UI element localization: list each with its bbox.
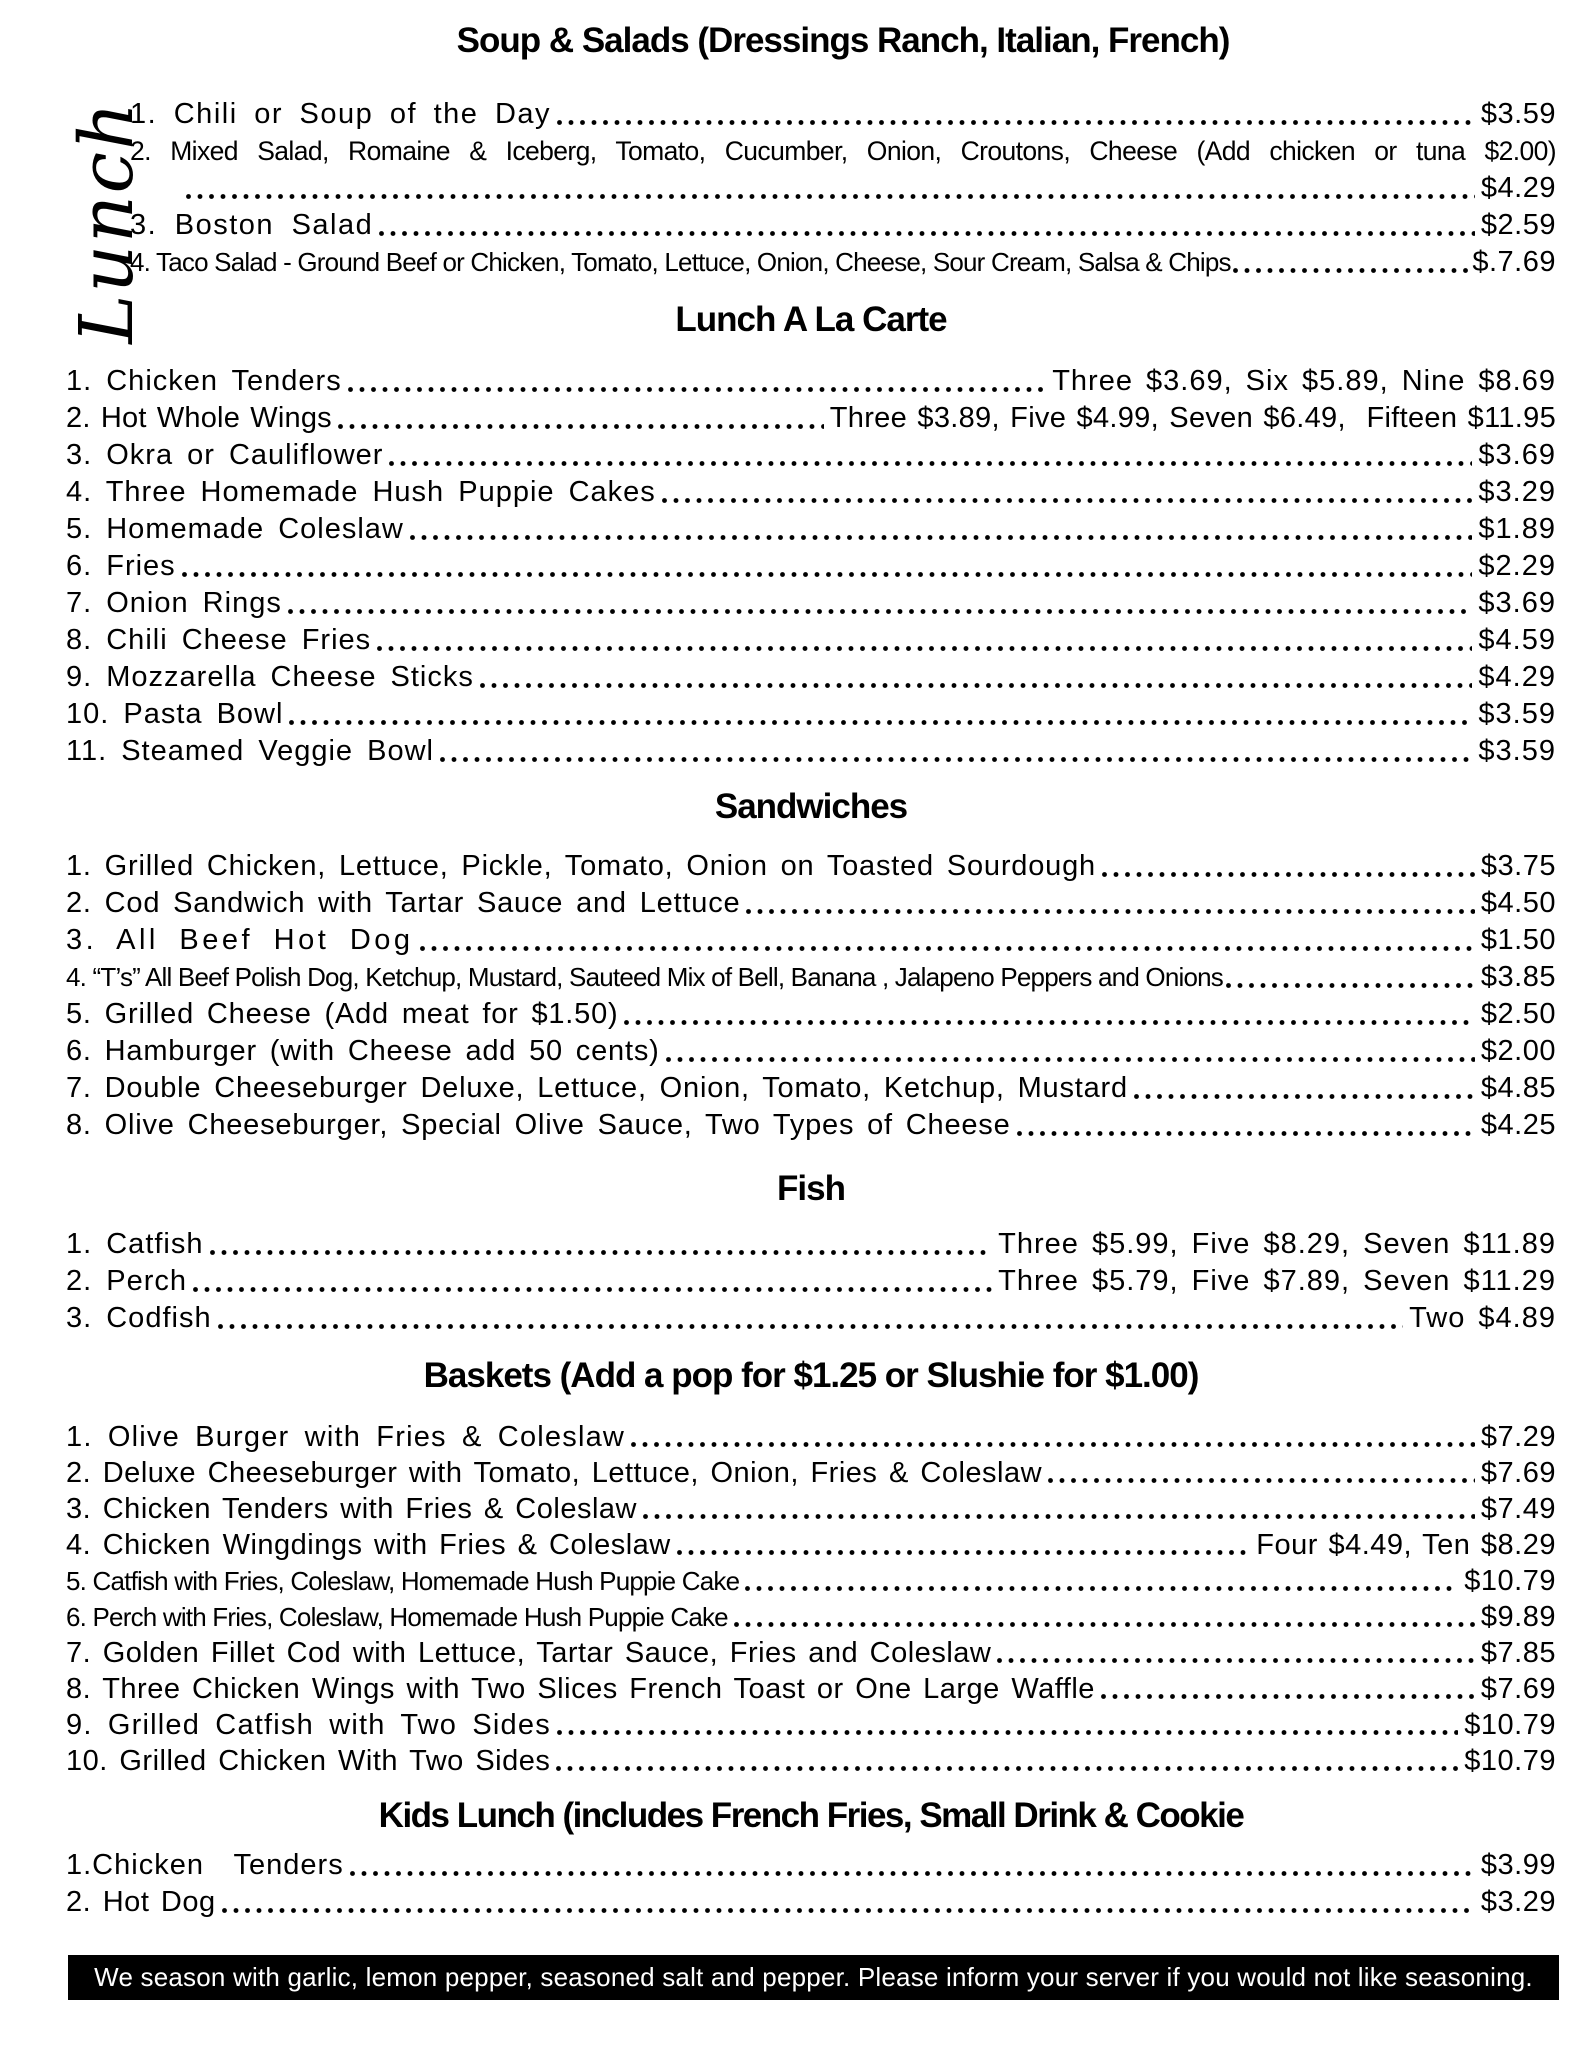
menu-item-name: 2. Mixed Salad, Romaine & Iceberg, Tomato, Cucumber, Onion, Croutons, Cheese (Add chicken or tuna $2.00): [130, 136, 1556, 166]
menu-item-price: $7.69: [1480, 1673, 1556, 1705]
dot-leader: [745, 1586, 1458, 1591]
menu-item-name: 9. Grilled Catfish with Two Sides: [66, 1709, 551, 1741]
menu-item-row: [66, 1033, 1556, 1070]
menu-item-price: Four $4.49, Ten $8.29: [1256, 1529, 1556, 1561]
menu-item-price: $1.50: [1480, 924, 1556, 956]
menu-item-price: $4.29: [1478, 661, 1556, 693]
dot-leader: [1101, 1694, 1475, 1699]
dot-leader: [734, 1622, 1475, 1627]
section-soup-salads: [66, 20, 1556, 281]
menu-item-row: [66, 1300, 1556, 1337]
menu-item-price: $.7.69: [1472, 246, 1556, 278]
menu-item-name: 6. Hamburger (with Cheese add 50 cents): [66, 1035, 660, 1067]
section-title-soup-salads: Soup & Salads (Dressings Ranch, Italian, French): [456, 21, 1230, 60]
menu-item-row: [130, 244, 1556, 281]
menu-item-name: 5. Grilled Cheese (Add meat for $1.50): [66, 998, 619, 1030]
menu-item-row: [66, 1070, 1556, 1107]
menu-item-list: [130, 96, 1556, 281]
menu-item-name: 10. Pasta Bowl: [66, 698, 284, 730]
menu-item-price: $10.79: [1464, 1565, 1556, 1597]
menu-item-price: $4.59: [1478, 624, 1556, 656]
menu-item-row: [66, 922, 1556, 959]
dot-leader: [1048, 1478, 1475, 1483]
seasoning-notice-text: We season with garlic, lemon pepper, seasoned salt and pepper. Please inform your server if you would not like seasoning.: [94, 1962, 1533, 1992]
menu-item-row: [66, 1884, 1556, 1921]
dot-leader: [289, 720, 1472, 725]
menu-item-price: $3.85: [1480, 961, 1556, 993]
dot-leader: [556, 1766, 1458, 1771]
lunch-side-label: Lunch: [64, 100, 150, 344]
dot-leader: [557, 120, 1475, 125]
menu-item-price: $3.59: [1478, 698, 1556, 730]
section-title-kids-lunch: Kids Lunch (includes French Fries, Small Drink & Cookie: [378, 1796, 1244, 1835]
section-fish: [66, 1168, 1556, 1337]
menu-item-price: $7.69: [1480, 1457, 1556, 1489]
menu-item-price: $1.89: [1478, 513, 1556, 545]
menu-item-price: $3.69: [1478, 439, 1556, 471]
menu-item-name: 3. Boston Salad: [130, 209, 374, 241]
menu-item-price: $4.29: [1480, 172, 1556, 204]
dot-leader: [677, 1550, 1251, 1555]
dot-leader: [1017, 1131, 1475, 1136]
menu-item-row: [66, 437, 1556, 474]
menu-item-name: 6. Fries: [66, 550, 176, 582]
menu-item-price: $7.49: [1480, 1493, 1556, 1525]
menu-item-name: 1. Olive Burger with Fries & Coleslaw: [66, 1421, 626, 1453]
dot-leader: [350, 1871, 1475, 1876]
menu-item-name: 7. Double Cheeseburger Deluxe, Lettuce, Onion, Tomato, Ketchup, Mustard: [66, 1072, 1128, 1104]
dot-leader: [210, 1250, 993, 1255]
menu-item-row: [66, 474, 1556, 511]
dot-leader: [624, 1020, 1474, 1025]
dot-leader: [666, 1057, 1475, 1062]
menu-item-row: [130, 96, 1556, 133]
menu-item-name: 7. Onion Rings: [66, 587, 282, 619]
menu-item-name: 2. Perch: [66, 1265, 187, 1297]
menu-item-name: 2. Cod Sandwich with Tartar Sauce and Lettuce: [66, 887, 741, 919]
dot-leader: [557, 1730, 1458, 1735]
menu-item-name: 4. “T’s” All Beef Polish Dog, Ketchup, Mustard, Sauteed Mix of Bell, Banana , Jalapeno Peppers and Onions: [66, 962, 1224, 992]
dot-leader: [348, 387, 1046, 392]
menu-item-row: [66, 1419, 1556, 1455]
menu-item-row: [66, 696, 1556, 733]
menu-item-name: 3. All Beef Hot Dog: [66, 924, 414, 956]
menu-item-list: [66, 1419, 1556, 1779]
menu-item-price: $3.75: [1480, 850, 1556, 882]
menu-item-price: $4.50: [1480, 887, 1556, 919]
dot-leader: [662, 498, 1473, 503]
section-title-sandwiches: Sandwiches: [714, 787, 908, 826]
menu-item-row: [66, 585, 1556, 622]
menu-item-row: [66, 1847, 1556, 1884]
dot-leader: [288, 609, 1473, 614]
menu-item-name: 3. Okra or Cauliflower: [66, 439, 384, 471]
menu-item-list: [66, 1847, 1556, 1921]
section-kids-lunch: [66, 1795, 1556, 1921]
dot-leader: [997, 1658, 1475, 1663]
section-baskets: [66, 1355, 1556, 1779]
menu-item-row: [66, 1527, 1556, 1563]
menu-item-price: $2.29: [1478, 550, 1556, 582]
menu-item-row: [66, 400, 1556, 437]
menu-item-row: [66, 1455, 1556, 1491]
dot-leader: [379, 231, 1475, 236]
menu-item-name: 1. Chicken Tenders: [66, 365, 342, 397]
menu-item-row: [66, 996, 1556, 1033]
menu-item-price: $10.79: [1464, 1709, 1556, 1741]
menu-item-price: $2.00: [1480, 1035, 1556, 1067]
dot-leader: [193, 1287, 992, 1292]
menu-item-price: $2.50: [1480, 998, 1556, 1030]
menu-item-row: [130, 133, 1556, 170]
menu-item-row: [66, 848, 1556, 885]
menu-item-name: 3. Chicken Tenders with Fries & Coleslaw: [66, 1493, 637, 1525]
menu-item-price: $3.69: [1478, 587, 1556, 619]
menu-item-row: [66, 659, 1556, 696]
menu-item-row: [66, 1491, 1556, 1527]
dot-leader: [338, 424, 824, 429]
menu-item-price: $3.99: [1480, 1849, 1556, 1881]
menu-item-price: $3.59: [1478, 735, 1556, 767]
menu-item-name: 7. Golden Fillet Cod with Lettuce, Tartar Sauce, Fries and Coleslaw: [66, 1637, 992, 1669]
menu-item-name: 10. Grilled Chicken With Two Sides: [66, 1745, 551, 1777]
menu-item-price: $3.29: [1478, 476, 1556, 508]
menu-item-price: Two $4.89: [1409, 1302, 1556, 1334]
dot-leader: [1134, 1094, 1475, 1099]
section-title-baskets: Baskets (Add a pop for $1.25 or Slushie for $1.00): [423, 1356, 1199, 1395]
menu-item-row: [66, 959, 1556, 996]
menu-item-price: $3.59: [1480, 98, 1556, 130]
menu-item-name: 5. Catfish with Fries, Coleslaw, Homemade Hush Puppie Cake: [66, 1566, 740, 1596]
menu-item-name: 2. Deluxe Cheeseburger with Tomato, Lettuce, Onion, Fries & Coleslaw: [66, 1457, 1043, 1489]
menu-item-name: 4. Three Homemade Hush Puppie Cakes: [66, 476, 656, 508]
section-title-lunch-a-la-carte: Lunch A La Carte: [675, 300, 947, 339]
menu-item-price: $7.29: [1480, 1421, 1556, 1453]
menu-item-name: 1. Grilled Chicken, Lettuce, Pickle, Tomato, Onion on Toasted Sourdough: [66, 850, 1096, 882]
dot-leader: [410, 535, 1473, 540]
menu-item-name: 4. Chicken Wingdings with Fries & Coleslaw: [66, 1529, 671, 1561]
dot-leader: [631, 1442, 1475, 1447]
menu-item-row: [66, 733, 1556, 770]
menu-item-row: [66, 511, 1556, 548]
dot-leader: [1226, 983, 1478, 988]
menu-item-price: $7.85: [1480, 1637, 1556, 1669]
menu-item-name: 8. Three Chicken Wings with Two Slices French Toast or One Large Waffle: [66, 1673, 1095, 1705]
menu-item-name: 5. Homemade Coleslaw: [66, 513, 404, 545]
menu-item-row: [66, 1599, 1556, 1635]
dot-leader: [389, 461, 1472, 466]
menu-item-row: [66, 622, 1556, 659]
menu-item-price: Three $5.79, Five $7.89, Seven $11.29: [998, 1265, 1556, 1297]
menu-item-name: 2. Hot Dog: [66, 1886, 216, 1918]
menu-item-price: $4.85: [1480, 1072, 1556, 1104]
menu-item-price: Three $5.99, Five $8.29, Seven $11.89: [998, 1228, 1556, 1260]
menu-item-name: 4. Taco Salad - Ground Beef or Chicken, Tomato, Lettuce, Onion, Cheese, Sour Cream, Salsa & Chips: [130, 247, 1231, 277]
dot-leader: [377, 646, 1472, 651]
dot-leader: [222, 1908, 1475, 1913]
menu-item-row: [66, 1563, 1556, 1599]
menu-item-row: [66, 1707, 1556, 1743]
dot-leader: [1102, 872, 1475, 877]
menu-item-price: $3.29: [1480, 1886, 1556, 1918]
menu-item-row: [66, 1635, 1556, 1671]
dot-leader: [440, 757, 1472, 762]
menu-item-name: 6. Perch with Fries, Coleslaw, Homemade Hush Puppie Cake: [66, 1602, 728, 1632]
dot-leader: [420, 946, 1475, 951]
menu-item-row: [66, 1226, 1556, 1263]
menu-item-price: Three $3.89, Five $4.99, Seven $6.49, Fifteen $11.95: [829, 402, 1556, 434]
dot-leader: [1233, 268, 1471, 273]
menu-item-name: 2. Hot Whole Wings: [66, 402, 332, 434]
menu-item-row: [66, 1263, 1556, 1300]
menu-item-name: 1.Chicken Tenders: [66, 1849, 344, 1881]
dot-leader: [218, 1324, 1404, 1329]
section-lunch-a-la-carte: [66, 299, 1556, 770]
menu-item-row: [130, 207, 1556, 244]
menu-item-name: 8. Olive Cheeseburger, Special Olive Sauce, Two Types of Cheese: [66, 1109, 1011, 1141]
menu-item-row: [66, 885, 1556, 922]
menu-item-list: [66, 1226, 1556, 1337]
section-title-fish: Fish: [777, 1169, 845, 1208]
menu-item-price: $4.25: [1480, 1109, 1556, 1141]
menu-item-name: 8. Chili Cheese Fries: [66, 624, 372, 656]
menu-item-name: 1. Chili or Soup of the Day: [130, 98, 552, 130]
menu-item-list: [66, 848, 1556, 1144]
section-sandwiches: [66, 786, 1556, 1144]
menu-item-row: [66, 1743, 1556, 1779]
menu-item-name: 3. Codfish: [66, 1302, 212, 1334]
menu-item-list: [66, 363, 1556, 770]
menu-item-price: $10.79: [1464, 1745, 1556, 1777]
menu-item-name: 11. Steamed Veggie Bowl: [66, 735, 434, 767]
menu-item-name: 1. Catfish: [66, 1228, 204, 1260]
menu-item-name: 9. Mozzarella Cheese Sticks: [66, 661, 474, 693]
dot-leader: [643, 1514, 1475, 1519]
dot-leader: [480, 683, 1473, 688]
menu-item-row: [66, 1107, 1556, 1144]
menu-item-row: [130, 170, 1556, 207]
seasoning-notice-bar: [68, 1955, 1559, 2000]
dot-leader: [746, 909, 1474, 914]
menu-item-price: $9.89: [1480, 1601, 1556, 1633]
dot-leader: [182, 572, 1473, 577]
menu-item-price: Three $3.69, Six $5.89, Nine $8.69: [1052, 365, 1556, 397]
menu-item-row: [66, 363, 1556, 400]
menu-item-row: [66, 1671, 1556, 1707]
dot-leader: [186, 194, 1475, 199]
menu-item-price: $2.59: [1480, 209, 1556, 241]
menu-item-row: [66, 548, 1556, 585]
